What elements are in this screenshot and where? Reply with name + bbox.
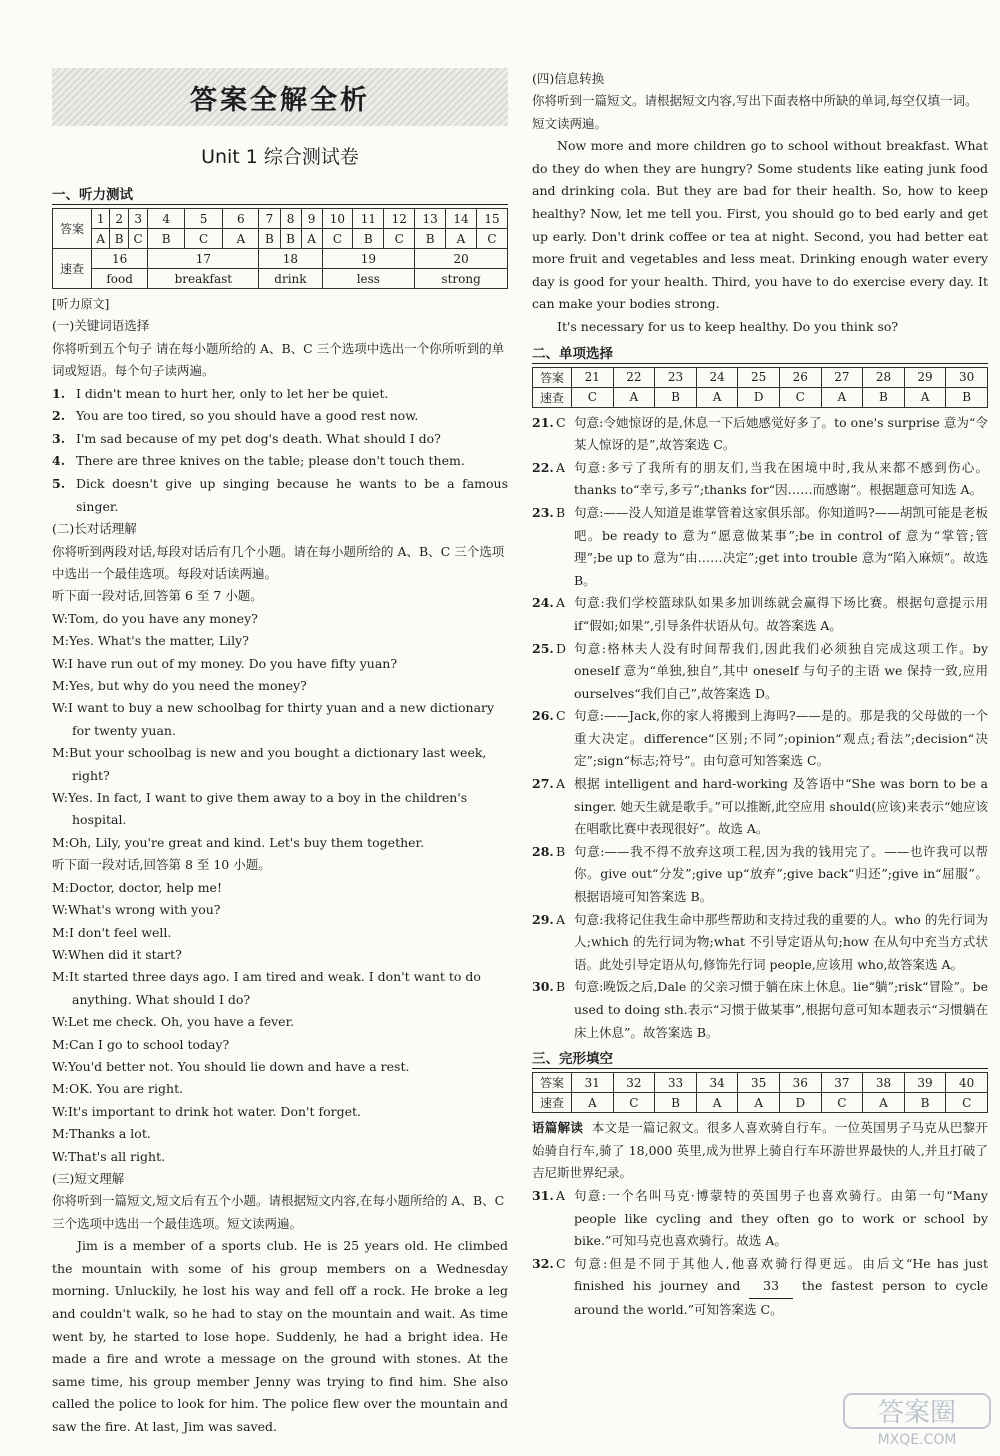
- sentence-text: I'm sad because of my pet dog's death. What should I do?: [76, 430, 441, 446]
- table-number: 13: [415, 209, 446, 229]
- table-number: 22: [613, 367, 655, 387]
- question-number: 25.: [532, 640, 554, 656]
- question-explanation: 句意:多亏了我所有的朋友们,当我在困境中时,我从来都不感到伤心。thanks to“幸亏,多亏”;thanks for“因……而感谢”。根据题意可知选 A。: [574, 459, 988, 498]
- dialog-line: M:I don't feel well.: [52, 924, 172, 940]
- question-number: 21.: [532, 414, 554, 430]
- dialog-line: W:That's all right.: [52, 1148, 166, 1164]
- table-number: 25: [738, 367, 780, 387]
- question-answer: C: [556, 708, 566, 724]
- sentence-list: [52, 383, 508, 519]
- explanation-item: [532, 1185, 988, 1253]
- explanation-item: [532, 592, 988, 637]
- table-number: 21: [572, 367, 614, 387]
- dialog-line: M:OK. You are right.: [52, 1081, 184, 1097]
- reading-text: 本文是一篇记叙文。很多人喜欢骑自行车。一位英国男子马克从巴黎开始骑自行车,骑了 18,000 英里,成为世界上骑自行车环游世界最快的人,并且打破了吉尼斯世界纪录。: [532, 1120, 988, 1181]
- table-number: 27: [821, 367, 863, 387]
- sentence-number: 4.: [52, 453, 66, 469]
- table-answer: B: [280, 229, 301, 249]
- table-number: 40: [946, 1073, 988, 1093]
- sentence-item: [52, 405, 508, 428]
- table-number: 7: [259, 209, 280, 229]
- table-answer: C: [185, 229, 223, 249]
- table-answer: B: [904, 1093, 946, 1113]
- table-answer: B: [415, 229, 446, 249]
- question-answer: B: [556, 843, 566, 859]
- page-title: 答案全解全析: [190, 84, 370, 116]
- table-answer: A: [863, 1093, 905, 1113]
- table-answer: C: [572, 387, 614, 407]
- part4-ending: It's necessary for us to keep healthy. Do you think so?: [557, 318, 899, 334]
- explanation-item: [532, 773, 988, 841]
- question-number: 22.: [532, 459, 554, 475]
- question-answer: C: [556, 414, 566, 430]
- table-answer: B: [259, 229, 280, 249]
- table-number: 29: [904, 367, 946, 387]
- question-answer: A: [556, 776, 566, 792]
- dialog-line: W:You'd better not. You should lie down and have a rest.: [52, 1058, 410, 1074]
- table-number: 38: [863, 1073, 905, 1093]
- sentence-number: 2.: [52, 408, 66, 424]
- question-answer: A: [556, 459, 566, 475]
- table-answer: B: [863, 387, 905, 407]
- listening-heading: 一、听力测试: [52, 183, 508, 205]
- sentence-text: I didn't mean to hurt her, only to let her be quiet.: [76, 385, 389, 401]
- question-number: 27.: [532, 776, 554, 792]
- dialog-line: W:When did it start?: [52, 946, 182, 962]
- table-label: 速查: [533, 1093, 572, 1113]
- table-answer: B: [353, 229, 384, 249]
- explanation-item: [532, 909, 988, 977]
- question-explanation: 句意:一个名叫马克·博蒙特的英国男子也喜欢骑行。由第一句“Many people like cycling and they often go to work or school by bike.”可知马克也喜欢骑行。故选 A。: [574, 1187, 988, 1249]
- table-label: 答案: [533, 1073, 572, 1093]
- part4-title: (四)信息转换: [532, 71, 605, 86]
- table-answer: B: [655, 1093, 697, 1113]
- explanation-item: [532, 976, 988, 1044]
- question-explanation: [574, 1253, 988, 1322]
- part3-instructions: 你将听到一篇短文,短文后有五个小题。请根据短文内容,在每小题所给的 A、B、C 三个选项中选出一个最佳选项。短文读两遍。: [52, 1193, 505, 1231]
- sentence-item: [52, 383, 508, 406]
- table-answer: strong: [415, 269, 508, 289]
- table-number: 28: [863, 367, 905, 387]
- dialog-line: W:I have run out of my money. Do you have fifty yuan?: [52, 655, 398, 671]
- table-number: 39: [904, 1073, 946, 1093]
- table-number: 36: [779, 1073, 821, 1093]
- table-answer: B: [148, 229, 185, 249]
- table-answer: C: [946, 1093, 988, 1113]
- sentence-item: [52, 428, 508, 451]
- single-choice-answer-table: [532, 367, 988, 408]
- question-explanation: 句意:晚饭之后,Dale 的父亲习惯于躺在床上休息。lie“躺”;risk“冒险”。be used to doing sth.表示“习惯于做某事”,根据句意可知本题表示“习惯躺在床上休息”。故答案选 B。: [574, 979, 988, 1040]
- part4-passage: Now more and more children go to school without breakfast. What do they do when they are hungry? Some students like eating junk food and drinking cola. But they are bad for their health. So, how to keep healthy? Now, let me tell you. First, you should go to bed early and get up early. Don't drink coffee or tea at night. Second, you had better eat more fruit and vegetables and less meat. Drinking enough water every day is good for your health. Third, you have to do exercise every day. It can make your bodies strong.: [532, 138, 988, 312]
- left-column: [52, 68, 508, 1439]
- sentence-number: 1.: [52, 385, 66, 401]
- table-answer: B: [110, 229, 129, 249]
- question-answer: B: [556, 504, 566, 520]
- cloze-heading: 三、完形填空: [532, 1047, 988, 1069]
- table-answer: A: [696, 1093, 738, 1113]
- sentence-text: Dick doesn't give up singing because he wants to be a famous singer.: [76, 476, 508, 514]
- reading-label: 语篇解读: [532, 1120, 584, 1136]
- table-number: 3: [128, 209, 147, 229]
- table-number: 31: [572, 1073, 614, 1093]
- part3-passage: Jim is a member of a sports club. He is 25 years old. He climbed the mountain with some of his group members on a Wednesday morning. Unluckily, he lost his way and fell off a rock. He broke a leg and couldn't walk, so he had to stay on the mountain and wait. As time went by, he started to lose hope. Suddenly, he had a bright idea. He made a fire and wrote a message on the ground with stones. At the same time, his group member Jenny was trying to find him. She also called the police to look for him. The police flew over the mountain and saw the fire. At last, Jim was saved.: [52, 1238, 508, 1434]
- part3-title: (三)短文理解: [52, 1170, 125, 1186]
- table-answer: A: [301, 229, 322, 249]
- blank-number: 33: [749, 1275, 793, 1299]
- explanation-part: the fastest person to cycle around the world.”可知答案选 C。: [574, 1278, 989, 1317]
- table-answer: C: [322, 229, 353, 249]
- table-number: 6: [223, 209, 259, 229]
- part1-title: (一)关键词语选择: [52, 318, 150, 334]
- table-number: 23: [655, 367, 697, 387]
- explanation-item: [532, 841, 988, 909]
- question-explanation: 句意:令她惊讶的是,休息一下后她感觉好多了。to one's surprise 意为“令某人惊讶的是”,故答案选 C。: [574, 414, 988, 453]
- table-answer: breakfast: [148, 269, 259, 289]
- part2-instructions: 你将听到两段对话,每段对话后有几个小题。请在每小题所给的 A、B、C 三个选项中选出一个最佳选项。每段对话读两遍。: [52, 543, 505, 581]
- sentence-text: There are three knives on the table; please don't touch them.: [76, 453, 465, 469]
- part1-instructions: 你将听到五个句子 请在每小题所给的 A、B、C 三个选项中选出一个你所听到的单词或短语。每个句子读两遍。: [52, 340, 505, 379]
- table-answer: A: [821, 387, 863, 407]
- table-answer: B: [946, 387, 988, 407]
- dialog-line: W:Tom, do you have any money?: [52, 610, 258, 626]
- question-number: 23.: [532, 504, 554, 520]
- watermark-logo: [842, 1390, 992, 1448]
- table-answer: A: [572, 1093, 614, 1113]
- question-number: 31.: [532, 1187, 554, 1203]
- dialog-line: W:Yes. In fact, I want to give them away to a boy in the children's hospital.: [52, 790, 468, 828]
- table-number: 2: [110, 209, 129, 229]
- table-answer: food: [92, 269, 148, 289]
- table-number: 5: [185, 209, 223, 229]
- table-answer: less: [322, 269, 415, 289]
- part2-title: (二)长对话理解: [52, 521, 137, 537]
- table-number: 4: [148, 209, 185, 229]
- table-label: 速查: [533, 387, 572, 407]
- question-explanation: 句意:我们学校篮球队如果多加训练就会赢得下场比赛。根据句意提示用 if“假如;如果”,引导条件状语从句。故答案选 A。: [574, 595, 988, 633]
- dialog2: [52, 877, 508, 1168]
- table-number: 20: [415, 249, 508, 269]
- table-number: 11: [353, 209, 384, 229]
- watermark-url: MXQE.COM: [877, 1432, 957, 1448]
- table-answer: A: [696, 387, 738, 407]
- question-explanation: 句意:——Jack,你的家人将搬到上海吗?——是的。那是我的父母做的一个重大决定。difference“区别;不同”;opinion“观点;看法”;decision“决定”;sign“标志;符号”。由句意可知答案选 C。: [574, 708, 988, 769]
- title-banner: [52, 68, 508, 126]
- dialog-line: M:It started three days ago. I am tired and weak. I don't want to do anything. What should I do?: [52, 969, 481, 1007]
- question-number: 30.: [532, 979, 554, 995]
- sentence-item: [52, 450, 508, 473]
- sentence-text: You are too tired, so you should have a good rest now.: [76, 408, 419, 424]
- dialog-line: M:Yes. What's the matter, Lily?: [52, 633, 249, 649]
- table-number: 26: [779, 367, 821, 387]
- explanation-item: [532, 1253, 988, 1322]
- question-explanation: 句意:——我不得不放弃这项工程,因为我的钱用完了。——也许我可以帮你。give out“分发”;give up“放弃”;give back“归还”;give in“屈服”。根据语境可知答案选 B。: [574, 843, 988, 905]
- dialog-line: W:I want to buy a new schoolbag for thirty yuan and a new dictionary for twenty yuan.: [52, 700, 495, 738]
- question-number: 32.: [532, 1255, 554, 1271]
- table-number: 19: [322, 249, 415, 269]
- table-number: 1: [92, 209, 110, 229]
- table-number: 30: [946, 367, 988, 387]
- dialog-line: M:Thanks a lot.: [52, 1126, 151, 1142]
- table-number: 33: [655, 1073, 697, 1093]
- question-answer: A: [556, 595, 566, 611]
- table-label: 答案: [533, 367, 572, 387]
- sentence-item: [52, 473, 508, 518]
- table-number: 18: [259, 249, 322, 269]
- table-answer: A: [738, 1093, 780, 1113]
- question-number: 29.: [532, 911, 554, 927]
- single-choice-explanations: [532, 412, 988, 1045]
- dialog1-intro: 听下面一段对话,回答第 6 至 7 小题。: [52, 588, 263, 604]
- table-label: 速查: [53, 249, 92, 289]
- dialog-line: W:Let me check. Oh, you have a fever.: [52, 1014, 295, 1030]
- question-answer: A: [556, 1187, 566, 1203]
- script-label: [听力原文]: [52, 297, 110, 311]
- table-number: 14: [446, 209, 477, 229]
- question-answer: B: [556, 979, 566, 995]
- table-answer: C: [613, 1093, 655, 1113]
- table-number: 15: [476, 209, 507, 229]
- question-answer: C: [556, 1255, 566, 1271]
- question-number: 28.: [532, 843, 554, 859]
- table-number: 32: [613, 1073, 655, 1093]
- table-answer: C: [821, 1093, 863, 1113]
- table-answer: C: [384, 229, 415, 249]
- table-number: 37: [821, 1073, 863, 1093]
- sentence-number: 5.: [52, 476, 66, 491]
- dialog-line: M:Can I go to school today?: [52, 1036, 230, 1052]
- table-number: 35: [738, 1073, 780, 1093]
- unit-title: Unit 1 综合测试卷: [201, 146, 359, 168]
- question-answer: D: [556, 640, 567, 656]
- table-number: 8: [280, 209, 301, 229]
- dialog-line: M:Oh, Lily, you're great and kind. Let's buy them together.: [52, 834, 425, 850]
- explanation-item: [532, 638, 988, 706]
- cloze-answer-table: [532, 1072, 988, 1113]
- explanation-item: [532, 705, 988, 773]
- table-number: 24: [696, 367, 738, 387]
- question-number: 24.: [532, 595, 554, 611]
- explanation-item: [532, 457, 988, 502]
- table-label: 答案: [53, 209, 92, 249]
- dialog-line: W:It's important to drink hot water. Don't forget.: [52, 1103, 361, 1119]
- table-answer: A: [904, 387, 946, 407]
- table-answer: C: [476, 229, 507, 249]
- table-answer: C: [779, 387, 821, 407]
- question-explanation: 句意:格林夫人没有时间帮我们,因此我们必须独自完成这项工作。by oneself 意为“单独,独自”,其中 oneself 与句子的主语 we 保持一致,应用 ourselves“我们自己”,故答案选 D。: [574, 640, 988, 701]
- table-answer: B: [655, 387, 697, 407]
- table-number: 16: [92, 249, 148, 269]
- question-number: 26.: [532, 708, 554, 724]
- table-answer: A: [223, 229, 259, 249]
- explanation-item: [532, 502, 988, 592]
- reading-note: [532, 1117, 988, 1185]
- explanation-part: 句意:但是不同于其他人,他喜欢骑行得更远。由后文“He has just finished his journey and: [574, 1255, 988, 1294]
- question-answer: A: [556, 911, 566, 927]
- question-explanation: 句意:——没人知道是谁掌管着这家俱乐部。你知道吗?——胡凯可能是老板吧。be ready to 意为“愿意做某事”;be in control of 意为“掌管;管理”;be up to 意为“由……决定”;get into trouble 意为“陷入麻烦”。故选 B。: [574, 504, 988, 588]
- dialog-line: M:Yes, but why do you need the money?: [52, 678, 307, 694]
- dialog2-intro: 听下面一段对话,回答第 8 至 10 小题。: [52, 857, 271, 873]
- question-explanation: 根据 intelligent and hard-working 及答语中“She was born to be a singer. 她天生就是歌手。”可以推断,此空应用 should(应该)来表示“她应该在唱歌比赛中表现很好”。故选 A。: [574, 776, 988, 837]
- listening-answer-table: [52, 208, 508, 289]
- dialog1: [52, 608, 508, 854]
- dialog-line: M:Doctor, doctor, help me!: [52, 879, 222, 895]
- right-column: [532, 68, 988, 1322]
- table-answer: A: [446, 229, 477, 249]
- single-choice-heading: 二、单项选择: [532, 342, 988, 364]
- table-answer: A: [613, 387, 655, 407]
- table-answer: D: [779, 1093, 821, 1113]
- dialog-line: M:But your schoolbag is new and you bought a dictionary last week, right?: [52, 745, 487, 783]
- table-answer: D: [738, 387, 780, 407]
- dialog-line: W:What's wrong with you?: [52, 902, 221, 918]
- watermark-text: 答案圈: [877, 1398, 957, 1428]
- part4-instructions: 你将听到一篇短文。请根据短文内容,写出下面表格中所缺的单词,每空仅填一词。短文读两遍。: [532, 93, 978, 131]
- table-number: 17: [148, 249, 259, 269]
- table-number: 34: [696, 1073, 738, 1093]
- sentence-number: 3.: [52, 430, 66, 446]
- table-number: 12: [384, 209, 415, 229]
- table-number: 10: [322, 209, 353, 229]
- table-answer: drink: [259, 269, 322, 289]
- table-answer: A: [92, 229, 110, 249]
- table-number: 9: [301, 209, 322, 229]
- question-explanation: 句意:我将记住我生命中那些帮助和支持过我的重要的人。who 的先行词为人;which 的先行词为物;what 不引导定语从句;how 在从句中充当方式状语。此处引导定语从句,修饰先行词 people,应该用 who,故答案选 A。: [574, 911, 988, 972]
- explanation-item: [532, 412, 988, 457]
- table-answer: C: [128, 229, 147, 249]
